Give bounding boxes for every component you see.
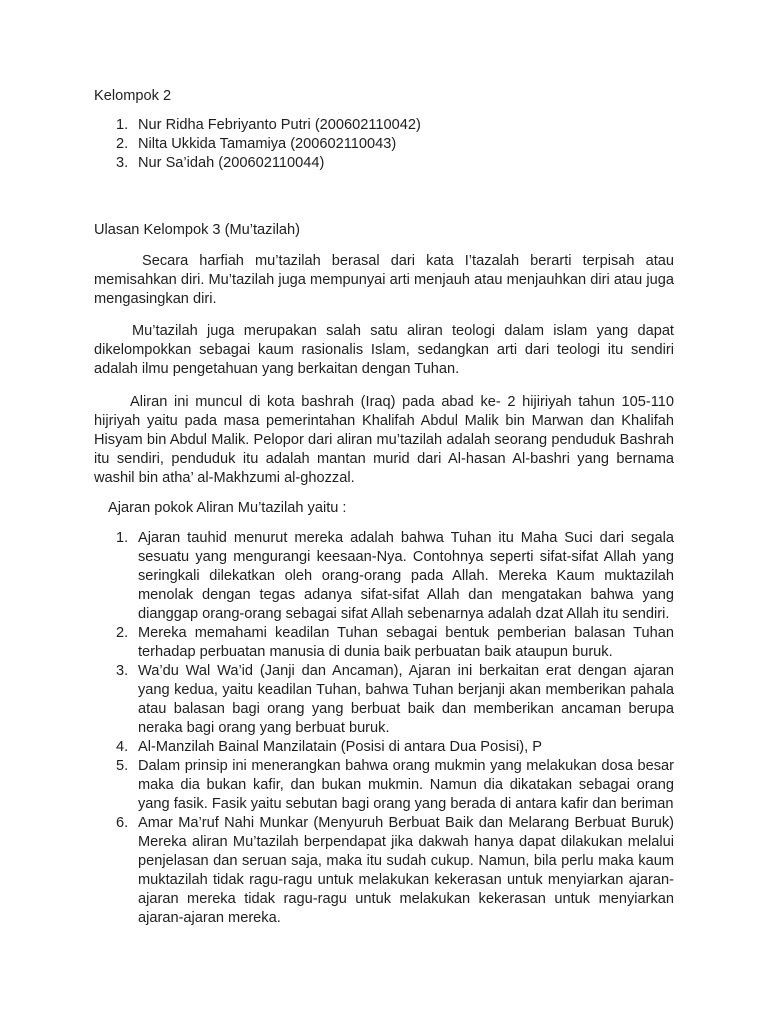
paragraph-definition: Secara harfiah mu’tazilah berasal dari kata I’tazalah berarti terpisah atau memisahkan diri. Mu’tazilah juga mempunyai arti menjauh atau menjauhkan diri atau juga mengasingkan diri. [94,253,674,307]
teachings-intro: Ajaran pokok Aliran Mu’tazilah yaitu : [108,500,347,516]
member-item [94,154,674,173]
section-title: Ulasan Kelompok 3 (Mu’tazilah) [94,222,301,238]
teaching-item [94,529,674,624]
member-name: Nur Sa’idah (200602110044) [138,155,325,171]
paragraph-theology: Mu’tazilah juga merupakan salah satu aliran teologi dalam islam yang dapat dikelompokkan sebagai kaum rasionalis Islam, sedangkan arti dari teologi itu sendiri adalah ilmu pengetahuan yang berkaitan dengan Tuhan. [94,323,674,377]
member-list [94,116,674,173]
teaching-item [94,662,674,738]
teaching-text: Ajaran tauhid menurut mereka adalah bahwa Tuhan itu Maha Suci dari segala sesuatu yang mengurangi keesaan-Nya. Contohnya seperti sifat-sifat Allah yang seringkali dilekatkan oleh orang-orang pada Allah. Mereka Kaum muktazilah menolak dengan tegas adanya sifat-sifat Allah dan mengatakan bahwa yang dianggap orang-orang sebagai sifat Allah sebenarnya adalah dzat Allah itu sendiri. [138,530,674,622]
teaching-text: Al-Manzilah Bainal Manzilatain (Posisi di antara Dua Posisi), P [138,739,542,755]
teaching-item [94,814,674,928]
teaching-text: Dalam prinsip ini menerangkan bahwa orang mukmin yang melakukan dosa besar maka dia bukan kafir, dan bukan mukmin. Namun dia dikatakan sebagai orang yang fasik. Fasik yaitu sebutan bagi orang yang berada di antara kafir dan beriman [138,758,674,812]
member-name: Nur Ridha Febriyanto Putri (200602110042) [138,117,421,133]
member-item [94,116,674,135]
list-number: 5. [116,758,129,774]
paragraph-history: Aliran ini muncul di kota bashrah (Iraq) pada abad ke- 2 hijiriyah tahun 105-110 hijriyah yaitu pada masa pemerintahan Khalifah Abdul Malik bin Marwan dan Khalifah Hisyam bin Abdul Malik. Pelopor dari aliran mu’tazilah adalah seorang penduduk Bashrah itu sendiri, penduduk itu adalah mantan murid dari Al-hasan Al-bashri yang bernama washil bin atha’ al-Makhzumi al-ghozzal. [94,394,674,486]
list-number: 2. [116,136,129,152]
list-number: 3. [116,155,129,171]
list-number: 3. [116,663,129,679]
list-number: 1. [116,117,129,133]
teachings-list [94,529,674,928]
list-number: 6. [116,815,129,831]
teaching-item [94,757,674,814]
member-item [94,135,674,154]
list-number: 2. [116,625,129,641]
list-number: 1. [116,530,129,546]
teaching-item [94,738,674,757]
teaching-text: Mereka memahami keadilan Tuhan sebagai bentuk pemberian balasan Tuhan terhadap perbuatan manusia di dunia baik perbuatan baik ataupun buruk. [138,625,674,660]
group-heading: Kelompok 2 [94,88,172,104]
list-number: 4. [116,739,129,755]
member-name: Nilta Ukkida Tamamiya (200602110043) [138,136,397,152]
teaching-text: Wa’du Wal Wa’id (Janji dan Ancaman), Ajaran ini berkaitan erat dengan ajaran yang kedua, yaitu keadilan Tuhan, bahwa Tuhan berjanji akan memberikan pahala atau balasan bagi orang yang berbuat baik dan memberikan ancaman berupa neraka bagi orang yang berbuat buruk. [138,663,674,736]
teaching-item [94,624,674,662]
teaching-text: Amar Ma’ruf Nahi Munkar (Menyuruh Berbuat Baik dan Melarang Berbuat Buruk) Mereka aliran Mu’tazilah berpendapat jika dakwah hanya dapat dilakukan melalui penjelasan dan seruan saja, maka itu sudah cukup. Namun, bila perlu maka kaum muktazilah tidak ragu-ragu untuk melakukan kekerasan untuk menyiarkan ajaran-ajaran mereka tidak ragu-ragu untuk melakukan kekerasan untuk menyiarkan ajaran-ajaran mereka. [138,815,674,926]
